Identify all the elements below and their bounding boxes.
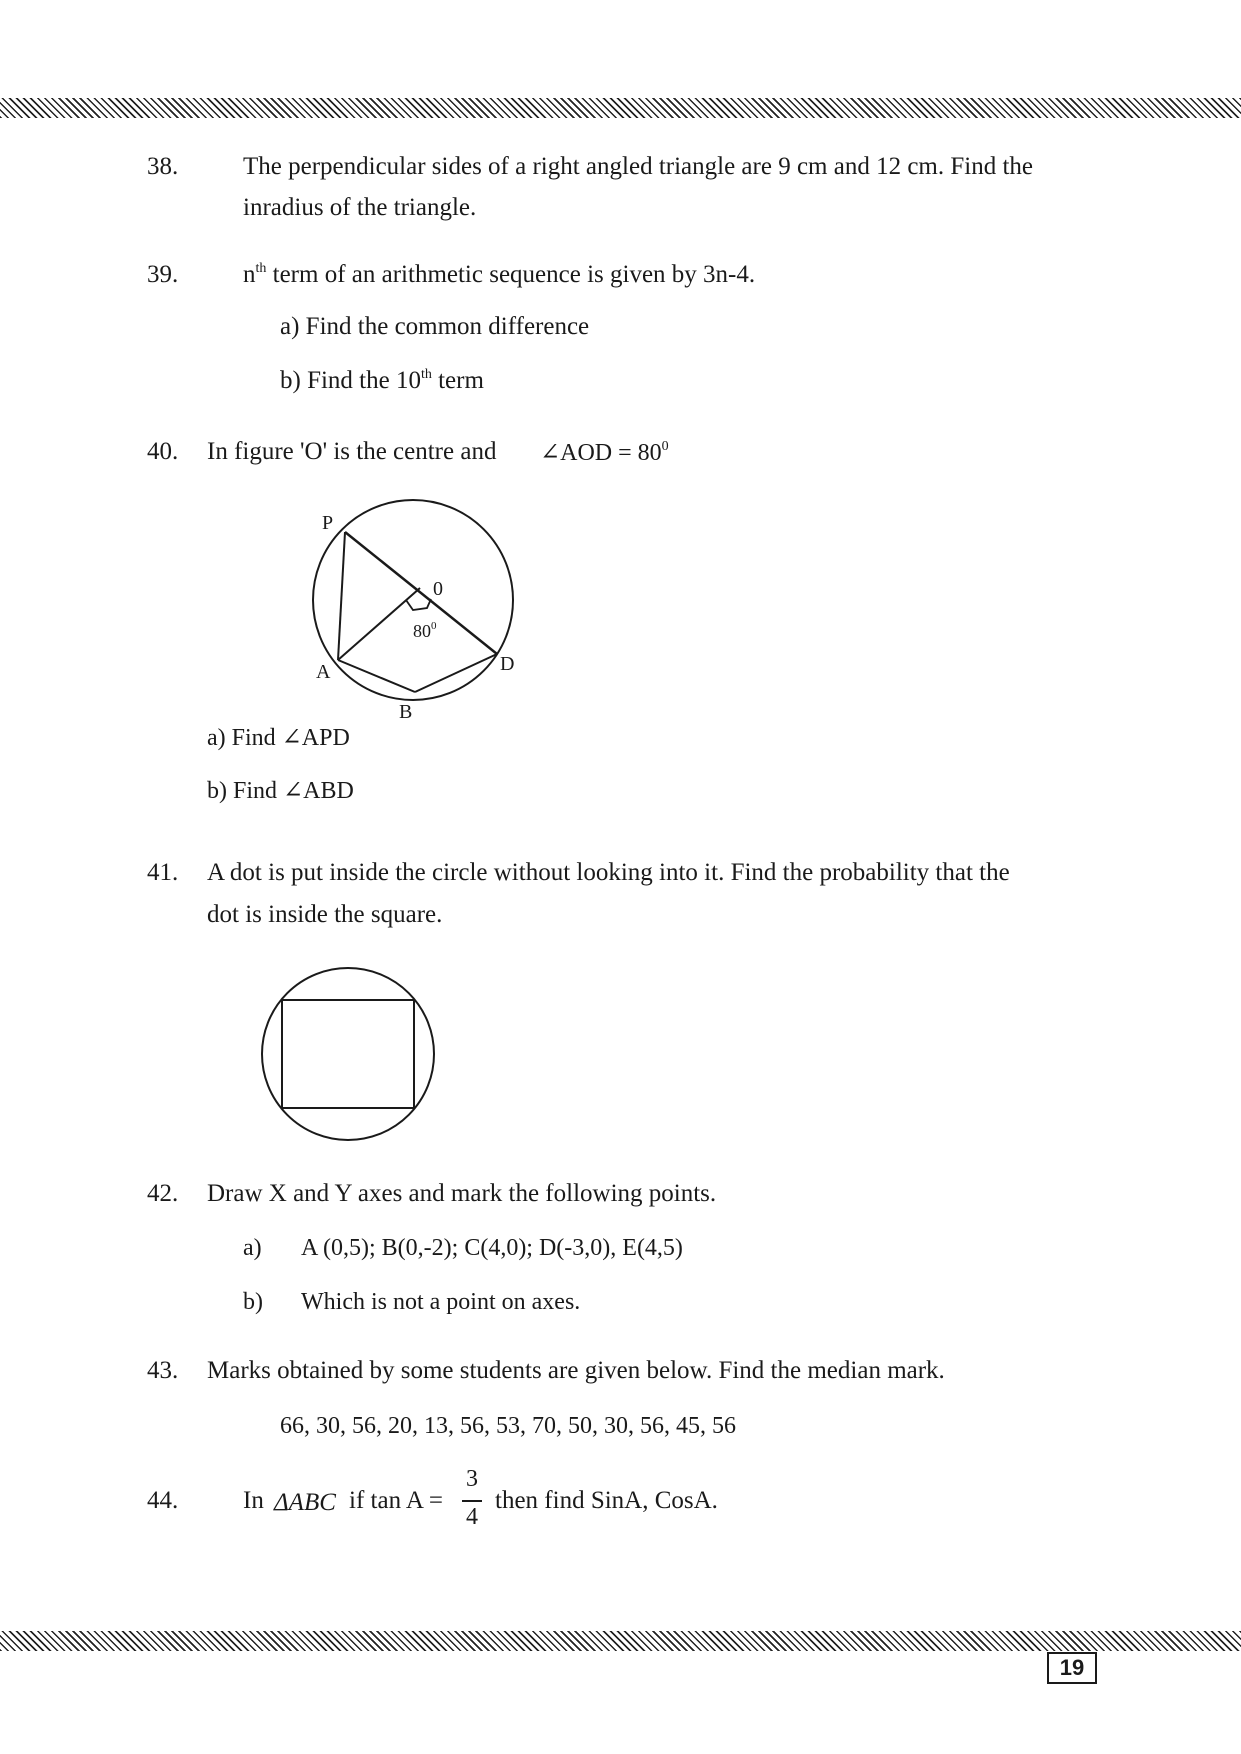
q43-marks: 66, 30, 56, 20, 13, 56, 53, 70, 50, 30, 56, 45, 56 bbox=[280, 1413, 736, 1439]
top-border bbox=[0, 98, 1241, 118]
circle bbox=[313, 500, 513, 700]
label-p: P bbox=[322, 512, 334, 534]
q40-number: 40. bbox=[147, 438, 179, 465]
q38-line1: The perpendicular sides of a right angled triangle are 9 cm and 12 cm. Find the bbox=[243, 153, 1034, 180]
q44-number: 44. bbox=[147, 1487, 179, 1514]
q39-part-b: b) Find the 10th term bbox=[280, 367, 484, 394]
q44-numerator: 3 bbox=[466, 1466, 478, 1492]
q44-condition: if tan A = bbox=[349, 1487, 443, 1514]
q41-line2: dot is inside the square. bbox=[207, 901, 443, 928]
q39-part-a: a) Find the common difference bbox=[280, 313, 590, 340]
label-d: D bbox=[500, 653, 515, 675]
q38-line2: inradius of the triangle. bbox=[243, 194, 477, 221]
inner-square bbox=[282, 1000, 414, 1108]
fraction-bar bbox=[462, 1500, 482, 1502]
q40-angle-expression: ∠AOD = $80^0$ bbox=[540, 439, 669, 466]
angle-label: $80^0$ bbox=[413, 620, 437, 641]
q42-part-a-label: a) bbox=[243, 1235, 262, 1261]
label-b: B bbox=[399, 701, 413, 723]
q42-number: 42. bbox=[147, 1180, 179, 1207]
q43-number: 43. bbox=[147, 1357, 179, 1384]
q44-triangle: ΔABC bbox=[274, 1489, 336, 1516]
label-a: A bbox=[316, 661, 331, 683]
q44-suffix: then find SinA, CosA. bbox=[495, 1487, 718, 1514]
q42-part-b-label: b) bbox=[243, 1289, 263, 1315]
q39-stem: $n^{th}$ term of an arithmetic sequence is given by 3n-4. bbox=[243, 261, 756, 288]
q40-part-b: b) Find ∠ABD bbox=[207, 778, 354, 804]
q38-number: 38. bbox=[147, 153, 179, 180]
radius-oa bbox=[338, 588, 420, 660]
q42-part-b-text: Which is not a point on axes. bbox=[301, 1289, 581, 1315]
circle-square-figure bbox=[259, 965, 439, 1145]
page-number: 19 bbox=[1047, 1652, 1097, 1684]
q40-part-a: a) Find ∠APD bbox=[207, 725, 350, 751]
q41-number: 41. bbox=[147, 859, 179, 886]
q44-denominator: 4 bbox=[466, 1504, 478, 1530]
label-o: 0 bbox=[433, 578, 443, 600]
q40-stem: In figure 'O' is the centre and bbox=[207, 438, 497, 465]
q44-prefix: In bbox=[243, 1487, 264, 1514]
circle-figure bbox=[300, 505, 530, 735]
q42-part-a-text: A (0,5); B(0,-2); C(4,0); D(-3,0), E(4,5) bbox=[301, 1235, 683, 1261]
q41-line1: A dot is put inside the circle without looking into it. Find the probability that the bbox=[207, 859, 1010, 886]
q43-stem: Marks obtained by some students are given below. Find the median mark. bbox=[207, 1357, 945, 1384]
chord-bd bbox=[415, 654, 497, 692]
angle-marker bbox=[406, 599, 431, 610]
bottom-border bbox=[0, 1631, 1241, 1651]
outer-circle bbox=[262, 968, 434, 1140]
q39-number: 39. bbox=[147, 261, 179, 288]
q42-stem: Draw X and Y axes and mark the following points. bbox=[207, 1180, 717, 1207]
chord-pa bbox=[338, 532, 345, 660]
